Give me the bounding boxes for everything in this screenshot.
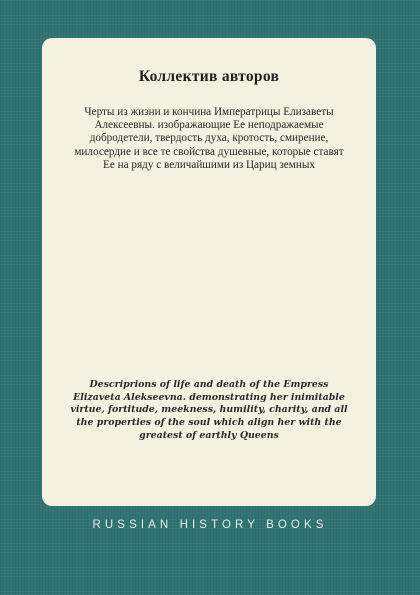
series-name: RUSSIAN HISTORY BOOKS xyxy=(92,519,328,531)
english-title: Descriprions of life and death of the Empress Elizaveta Alekseevna. demonstrating her inimitable virtue, fortitude, meekness, humility, charity, and all the properties of the soul which align her with the greatest of earthly Queens xyxy=(70,379,348,441)
russian-title: Черты из жизни и кончина Императрицы Елизаветы Алексеевны. изображающие Ее неподражаемые добродетели, твердость духа, кротость, смирение, милосердие и все те свойства душевные, которые ставят Ее на ряду с величайшими из Цариц земных xyxy=(74,106,344,171)
author-name: Коллектив авторов xyxy=(138,68,280,85)
title-panel xyxy=(42,38,376,506)
